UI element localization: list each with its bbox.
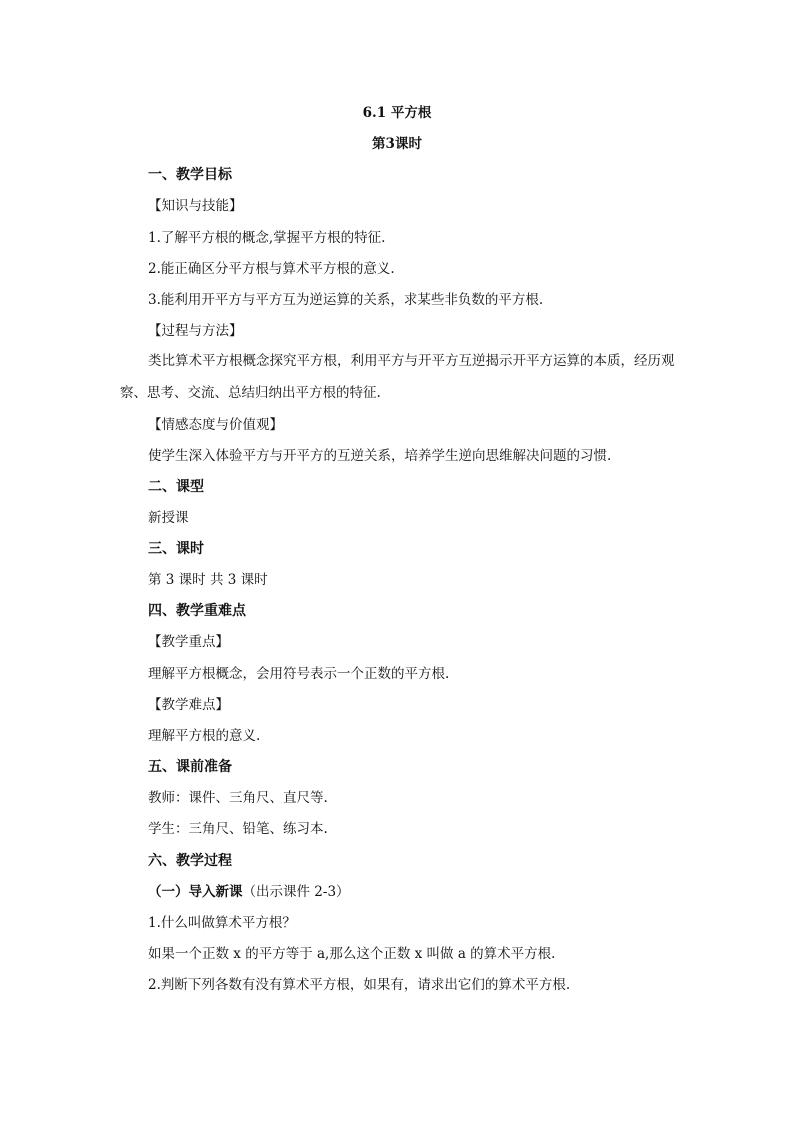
section-heading-preparation: 五、课前准备 — [148, 759, 232, 775]
emotion-label: 【情感态度与价值观】 — [148, 417, 283, 433]
emotion-paragraph: 使学生深入体验平方与开平方的互逆关系，培养学生逆向思维解决问题的习惯. — [148, 448, 612, 464]
intro-line — [148, 883, 350, 901]
type-text: 新授课 — [148, 510, 189, 526]
section-heading-process: 六、教学过程 — [148, 853, 232, 869]
process-label: 【过程与方法】 — [148, 323, 243, 339]
section-heading-period: 三、课时 — [148, 541, 204, 557]
section-heading-goals: 一、教学目标 — [148, 167, 232, 183]
knowledge-item: 1.了解平方根的概念,掌握平方根的特征. — [148, 230, 386, 246]
key-text: 理解平方根概念，会用符号表示一个正数的平方根. — [148, 666, 450, 682]
page-title: 6.1 平方根 — [362, 105, 432, 121]
intro-heading: （一）导入新课 — [148, 884, 243, 900]
page-subtitle: 第3课时 — [372, 136, 422, 152]
process-paragraph: 类比算术平方根概念探究平方根，利用平方与开平方互逆揭示开平方运算的本质，经历观察、思考、交流、总结归纳出平方根的特征. — [120, 353, 675, 401]
knowledge-label: 【知识与技能】 — [148, 198, 243, 214]
section-heading-key-points: 四、教学重难点 — [148, 603, 246, 619]
question-1: 1.什么叫做算术平方根？ — [148, 915, 296, 931]
period-text: 第 3 课时 共 3 课时 — [148, 572, 268, 588]
intro-note: （出示课件 2-3） — [242, 884, 350, 900]
answer-1: 如果一个正数 x 的平方等于 a,那么这个正数 x 叫做 a 的算术平方根. — [148, 946, 556, 962]
knowledge-item: 2.能正确区分平方根与算术平方根的意义. — [148, 261, 395, 277]
question-2: 2.判断下列各数有没有算术平方根，如果有，请求出它们的算术平方根. — [148, 977, 571, 993]
knowledge-item: 3.能利用开平方与平方互为逆运算的关系，求某些非负数的平方根. — [148, 292, 544, 308]
section-heading-type: 二、课型 — [148, 479, 204, 495]
difficult-label: 【教学难点】 — [148, 697, 229, 713]
difficult-text: 理解平方根的意义. — [148, 728, 261, 744]
teacher-preparation: 教师：课件、三角尺、直尺等. — [148, 790, 328, 806]
student-preparation: 学生：三角尺、铅笔、练习本. — [148, 821, 328, 837]
key-label: 【教学重点】 — [148, 634, 229, 650]
